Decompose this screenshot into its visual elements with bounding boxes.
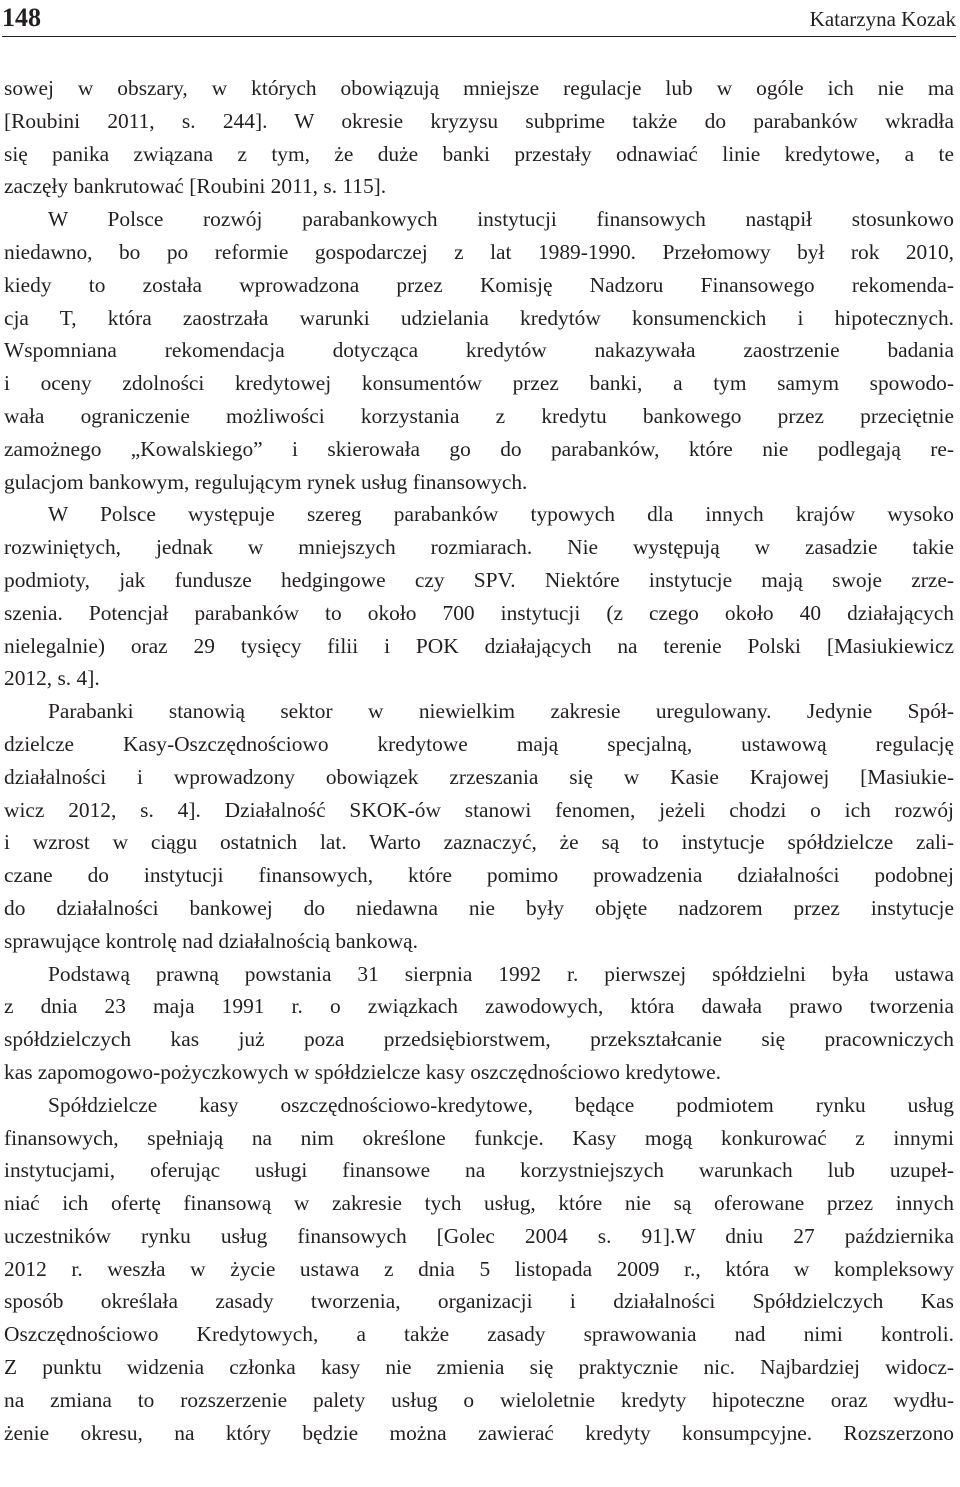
text-line: z dnia 23 maja 1991 r. o związkach zawodowych, która dawała prawo tworzenia (4, 994, 954, 1019)
text-line: i wzrost w ciągu ostatnich lat. Warto zaznaczyć, że są to instytucje spółdzielcze zali- (4, 830, 954, 855)
text-line: W Polsce występuje szereg parabanków typowych dla innych krajów wysoko (48, 502, 954, 527)
text-line: sprawujące kontrolę nad działalnością bankową. (4, 928, 418, 953)
text-line: dzielcze Kasy-Oszczędnościowo kredytowe mają specjalną, ustawową regulację (4, 731, 954, 756)
text-line: sposób określała zasady tworzenia, organizacji i działalności Spółdzielczych Kas (4, 1289, 954, 1314)
text-line: uczestników rynku usług finansowych [Golec 2004 s. 91].W dniu 27 października (4, 1223, 954, 1248)
text-line: niedawno, bo po reformie gospodarczej z lat 1989-1990. Przełomowy był rok 2010, (4, 239, 954, 264)
text-line: sowej w obszary, w których obowiązują mniejsze regulacje lub w ogóle ich nie ma (4, 76, 954, 100)
text-line: Podstawą prawną powstania 31 sierpnia 1992 r. pierwszej spółdzielni była ustawa (48, 961, 954, 986)
text-line: kiedy to została wprowadzona przez Komisję Nadzoru Finansowego rekomenda- (4, 272, 954, 297)
text-line: kas zapomogowo-pożyczkowych w spółdzielcze kasy oszczędnościowo kredytowe. (4, 1059, 721, 1084)
text-line: czane do instytucji finansowych, które pomimo prowadzenia działalności podobnej (4, 863, 954, 888)
text-line: 2012 r. weszła w życie ustawa z dnia 5 listopada 2009 r., która w kompleksowy (4, 1256, 954, 1281)
text-line: [Roubini 2011, s. 244]. W okresie kryzysu subprime także do parabanków wkradła (4, 108, 954, 133)
text-line: finansowych, spełniają na nim określone funkcje. Kasy mogą konkurować z innymi (4, 1125, 954, 1150)
text-line: cja T, która zaostrzała warunki udzielania kredytów konsumenckich i hipotecznych. (4, 305, 954, 330)
page-number: 148 (2, 3, 41, 32)
text-line: Parabanki stanowią sektor w niewielkim zakresie uregulowany. Jedynie Spół- (48, 699, 954, 724)
running-header-author: Katarzyna Kozak (809, 7, 956, 31)
text-line: gulacjom bankowym, regulującym rynek usług finansowych. (4, 469, 528, 494)
text-line: nielegalnie) oraz 29 tysięcy filii i POK działających na terenie Polski [Masiukiewicz (4, 633, 954, 658)
text-line: zamożnego „Kowalskiego” i skierowała go do parabanków, które nie podlegają re- (4, 436, 954, 461)
text-line: Wspomniana rekomendacja dotycząca kredytów nakazywała zaostrzenie badania (4, 338, 954, 363)
body-text (4, 72, 954, 1449)
text-line: Z punktu widzenia członka kasy nie zmienia się praktycznie nic. Najbardziej widocz- (4, 1355, 954, 1380)
text-line: żenie okresu, na który będzie można zawierać kredyty konsumpcyjne. Rozszerzono (4, 1420, 954, 1445)
text-line: wicz 2012, s. 4]. Działalność SKOK-ów stanowi fenomen, jeżeli chodzi o ich rozwój (4, 797, 954, 822)
text-line: spółdzielczych kas już poza przedsiębiorstwem, przekształcanie się pracowniczych (4, 1027, 954, 1052)
text-line: instytucjami, oferując usługi finansowe na korzystniejszych warunkach lub uzupeł- (4, 1158, 954, 1183)
text-line: W Polsce rozwój parabankowych instytucji finansowych nastąpił stosunkowo (48, 207, 954, 232)
text-line: działalności i wprowadzony obowiązek zrzeszania się w Kasie Krajowej [Masiukie- (4, 764, 954, 789)
text-line: do działalności bankowej do niedawna nie były objęte nadzorem przez instytucje (4, 895, 954, 920)
text-line: na zmiana to rozszerzenie palety usług o wieloletnie kredyty hipoteczne oraz wydłu- (4, 1387, 954, 1412)
text-line: i oceny zdolności kredytowej konsumentów przez banki, a tym samym spowodo- (4, 371, 954, 396)
text-line: zaczęły bankrutować [Roubini 2011, s. 115]. (4, 174, 387, 199)
page-header (2, 0, 956, 37)
text-line: 2012, s. 4]. (4, 666, 100, 691)
text-line: się panika związana z tym, że duże banki przestały odnawiać linie kredytowe, a te (4, 141, 954, 166)
text-line: niać ich ofertę finansową w zakresie tych usług, które nie są oferowane przez innych (4, 1191, 954, 1216)
text-line: Spółdzielcze kasy oszczędnościowo-kredytowe, będące podmiotem rynku usług (48, 1092, 954, 1117)
text-line: podmioty, jak fundusze hedgingowe czy SPV. Niektóre instytucje mają swoje zrze- (4, 567, 954, 592)
text-line: rozwiniętych, jednak w mniejszych rozmiarach. Nie występują w zasadzie takie (4, 535, 954, 560)
text-line: Oszczędnościowo Kredytowych, a także zasady sprawowania nad nimi kontroli. (4, 1322, 954, 1347)
text-line: szenia. Potencjał parabanków to około 700 instytucji (z czego około 40 działających (4, 600, 954, 625)
text-line: wała ograniczenie możliwości korzystania z kredytu bankowego przez przeciętnie (4, 403, 954, 428)
